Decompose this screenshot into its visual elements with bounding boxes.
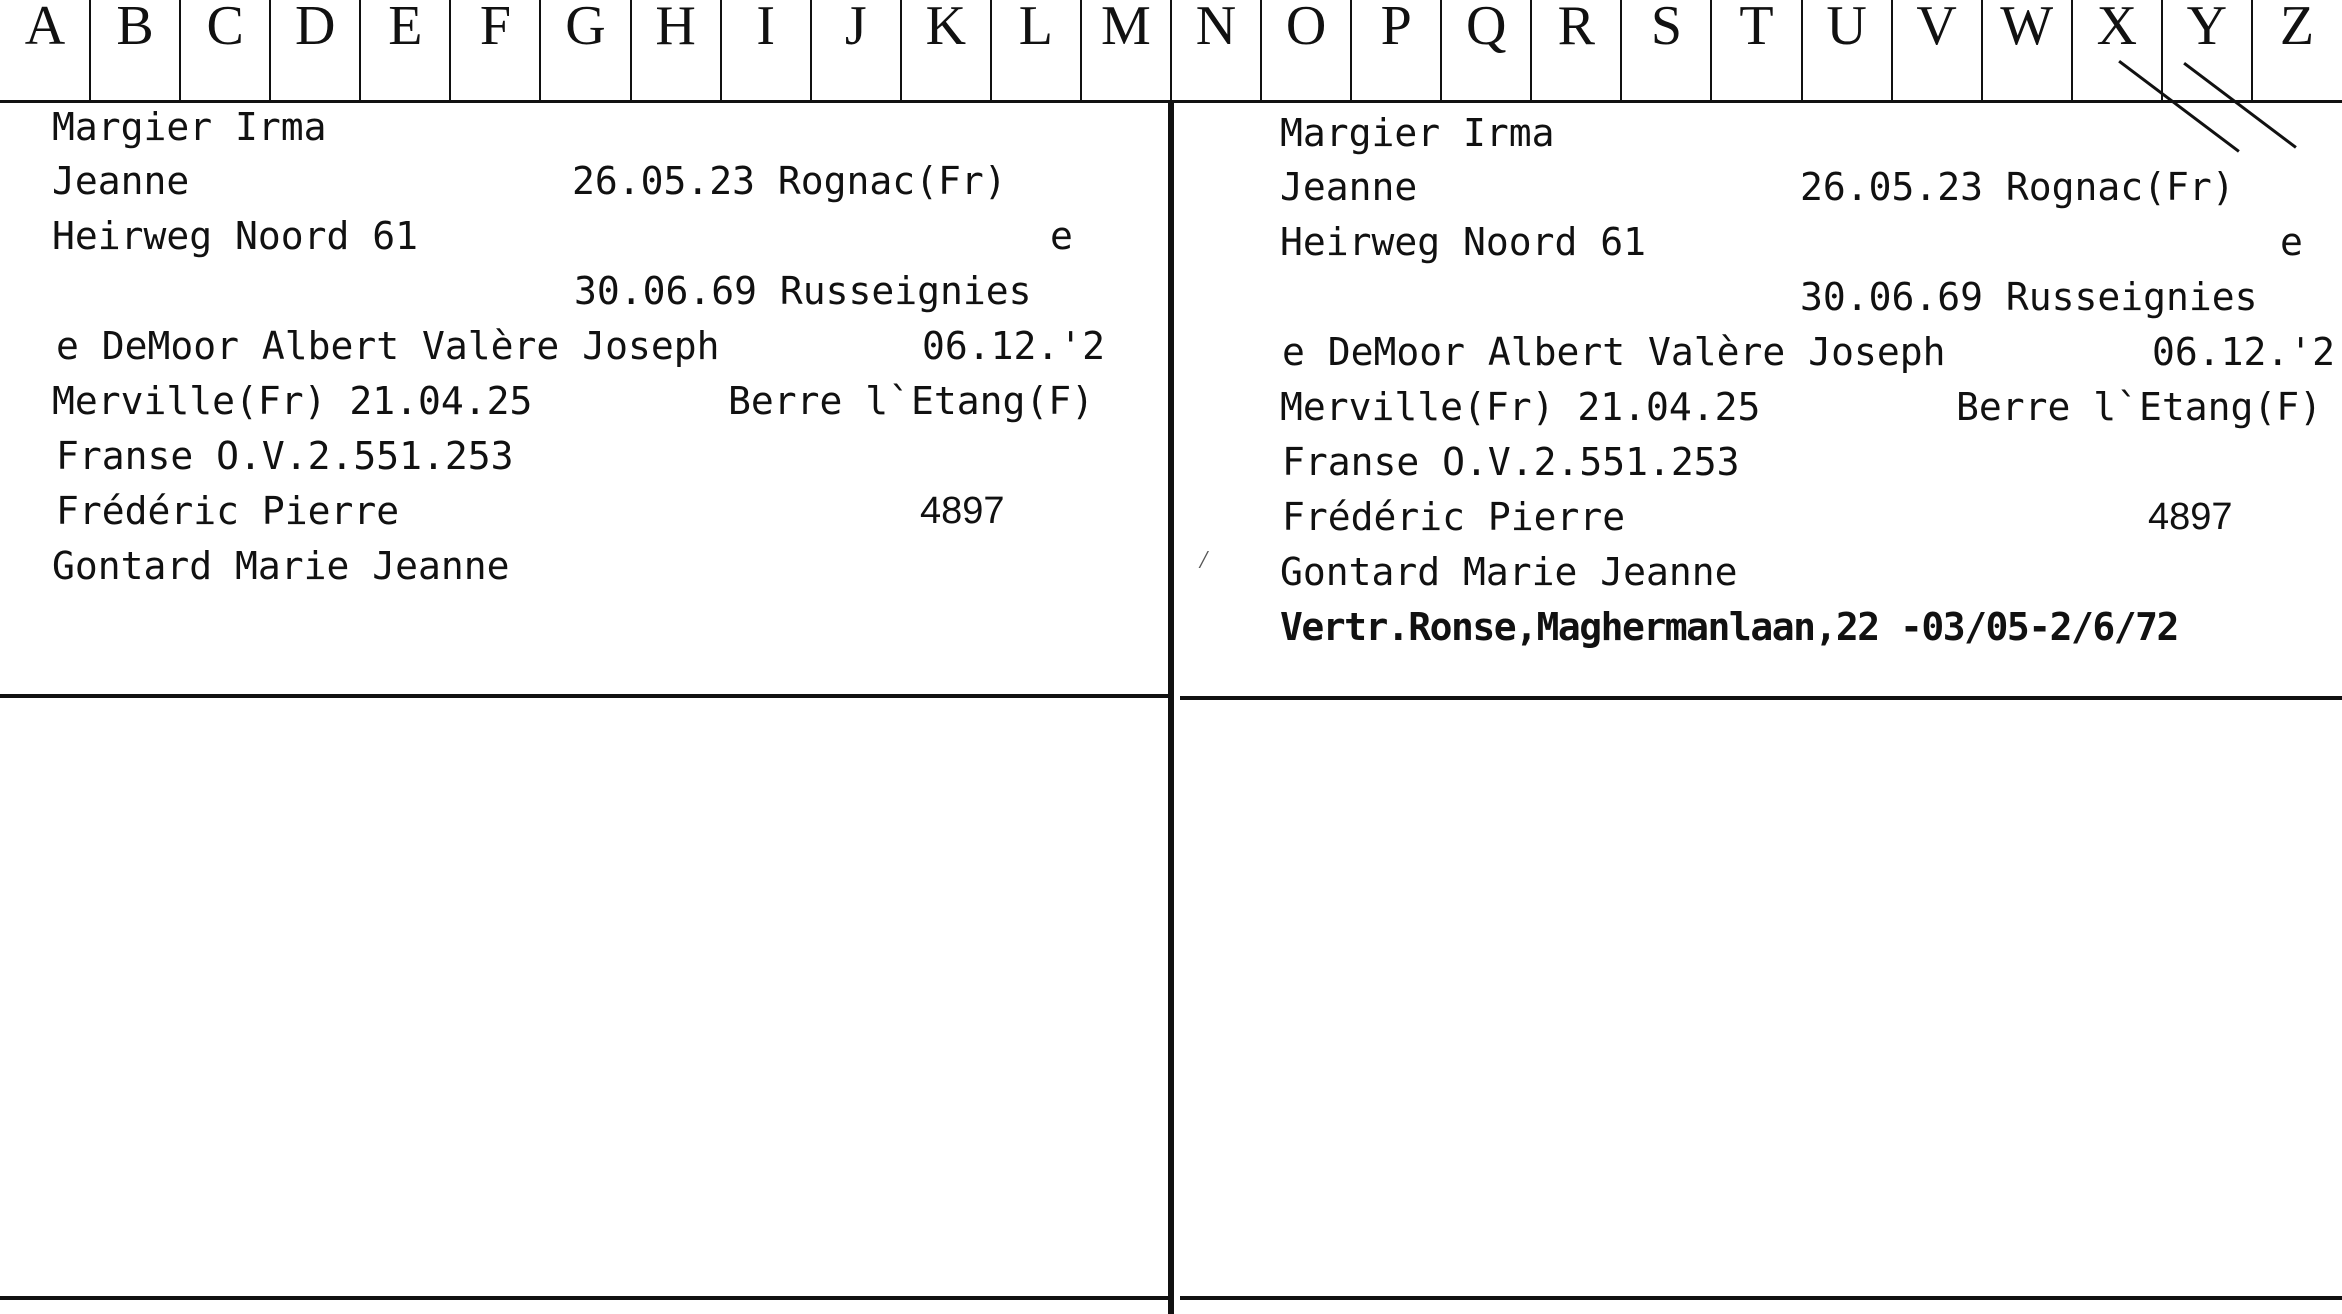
address-line <box>1280 220 2303 266</box>
alphabet-tab-s: S <box>1650 0 1682 57</box>
transfer-note: Vertr.Ronse,Maghermanlaan,22 -03/05-2/6/72 <box>1280 605 2178 649</box>
alphabet-tab-b: B <box>116 0 154 57</box>
father-line <box>1280 495 2233 541</box>
alphabet-tab-w: W <box>2000 0 2054 57</box>
transfer-line <box>1280 605 2178 651</box>
alphabet-tab-r: R <box>1557 0 1595 57</box>
alphabet-separator <box>990 0 992 100</box>
record-number: 4897 <box>2148 496 2233 538</box>
spouse-birth-line <box>1280 385 2323 431</box>
alphabet-tab-e: E <box>388 0 423 57</box>
alphabet-tab-p: P <box>1380 0 1412 57</box>
right-card <box>1180 103 2342 1298</box>
residence: 30.06.69 Russeignies <box>574 269 1032 313</box>
alphabet-separator <box>1801 0 1803 100</box>
alphabet-separator <box>1080 0 1082 100</box>
mother-line <box>1280 550 1738 596</box>
first-name: Jeanne <box>1280 165 1418 209</box>
alphabet-separator <box>539 0 541 100</box>
left-card-rule-top <box>0 694 1168 698</box>
spouse-date: 06.12.'2 <box>2152 330 2336 374</box>
alphabet-separator <box>1530 0 1532 100</box>
father: Frédéric Pierre <box>56 489 400 533</box>
spouse-date: 06.12.'2 <box>922 324 1106 368</box>
mother: Gontard Marie Jeanne <box>52 544 510 588</box>
first-name-line <box>1280 165 2235 211</box>
alphabet-tab-g: G <box>565 0 606 57</box>
alphabet-tab-x: X <box>2096 0 2138 57</box>
residence-line <box>52 269 1032 315</box>
spouse-line <box>1280 330 2336 376</box>
nationality-line <box>52 434 514 480</box>
alphabet-tab-i: I <box>756 0 775 57</box>
alphabet-separator <box>1440 0 1442 100</box>
nationality-line <box>1280 440 1740 486</box>
alphabet-separator <box>1350 0 1352 100</box>
alphabet-separator <box>1260 0 1262 100</box>
alphabet-separator <box>359 0 361 100</box>
birth-info: 26.05.23 Rognac(Fr) <box>1800 165 2235 209</box>
alphabet-tab-k: K <box>925 0 967 57</box>
marriage-place: Berre l`Etang(F) <box>728 379 1095 423</box>
alphabet-tab-v: V <box>1916 0 1957 57</box>
alphabet-separator <box>1981 0 1983 100</box>
alphabet-separator <box>2251 0 2253 100</box>
alphabet-tab-a: A <box>24 0 66 57</box>
spouse-birth-line <box>52 379 1095 425</box>
alphabet-tab-h: H <box>655 0 696 57</box>
spouse-line <box>52 324 1106 370</box>
father: Frédéric Pierre <box>1282 495 1626 539</box>
alphabet-separator <box>900 0 902 100</box>
alphabet-tab-m: M <box>1101 0 1151 57</box>
first-name-line <box>52 159 1007 205</box>
father-line <box>52 489 1005 535</box>
alphabet-separator <box>1710 0 1712 100</box>
alphabet-separator <box>179 0 181 100</box>
alphabet-separator <box>2161 0 2163 100</box>
nationality: Franse O.V.2.551.253 <box>56 434 514 478</box>
alphabet-separator <box>720 0 722 100</box>
alphabet-tab-l: L <box>1018 0 1053 57</box>
spouse-birth: Merville(Fr) 21.04.25 <box>1280 385 1761 429</box>
first-name: Jeanne <box>52 159 190 203</box>
residence-line <box>1280 275 2258 321</box>
superscript-e: e <box>2280 220 2303 264</box>
marriage-place: Berre l`Etang(F) <box>1956 385 2323 429</box>
right-card-rule-top <box>1180 696 2342 700</box>
center-divider <box>1168 100 1174 1314</box>
spouse-birth: Merville(Fr) 21.04.25 <box>52 379 533 423</box>
address: Heirweg Noord 61 <box>52 214 419 258</box>
alphabet-tab-t: T <box>1739 0 1774 57</box>
left-card-rule-bottom <box>0 1296 1168 1300</box>
alphabet-tab-y: Y <box>2186 0 2228 57</box>
surname: Margier Irma <box>52 105 327 149</box>
alphabet-tab-n: N <box>1195 0 1237 57</box>
birth-info: 26.05.23 Rognac(Fr) <box>572 159 1007 203</box>
alphabet-separator <box>1620 0 1622 100</box>
record-number: 4897 <box>920 490 1005 532</box>
alphabet-separator <box>89 0 91 100</box>
alphabet-tab-z: Z <box>2279 0 2315 57</box>
alphabet-tab-q: Q <box>1466 0 1507 57</box>
alphabet-separator <box>1891 0 1893 100</box>
alphabet-separator <box>630 0 632 100</box>
alphabet-tab-j: J <box>844 0 867 57</box>
address: Heirweg Noord 61 <box>1280 220 1647 264</box>
left-card <box>0 103 1168 1298</box>
mother-line <box>52 544 510 590</box>
pencil-tick-mark: ⁄ <box>1196 545 1212 575</box>
spouse: e DeMoor Albert Valère Joseph <box>1282 330 1946 374</box>
surname: Margier Irma <box>1280 111 1555 155</box>
residence: 30.06.69 Russeignies <box>1800 275 2258 319</box>
alphabet-index-strip <box>0 0 2342 103</box>
superscript-e: e <box>1050 214 1073 258</box>
alphabet-tab-u: U <box>1826 0 1867 57</box>
alphabet-separator <box>2071 0 2073 100</box>
alphabet-separator <box>810 0 812 100</box>
right-card-rule-bottom <box>1180 1296 2342 1300</box>
alphabet-separator <box>1170 0 1172 100</box>
spouse: e DeMoor Albert Valère Joseph <box>56 324 720 368</box>
address-line <box>52 214 1073 260</box>
alphabet-tab-f: F <box>479 0 511 57</box>
alphabet-tab-d: D <box>295 0 336 57</box>
alphabet-tab-o: O <box>1285 0 1327 57</box>
nationality: Franse O.V.2.551.253 <box>1282 440 1740 484</box>
alphabet-separator <box>449 0 451 100</box>
alphabet-separator <box>269 0 271 100</box>
alphabet-tab-c: C <box>206 0 244 57</box>
mother: Gontard Marie Jeanne <box>1280 550 1738 594</box>
